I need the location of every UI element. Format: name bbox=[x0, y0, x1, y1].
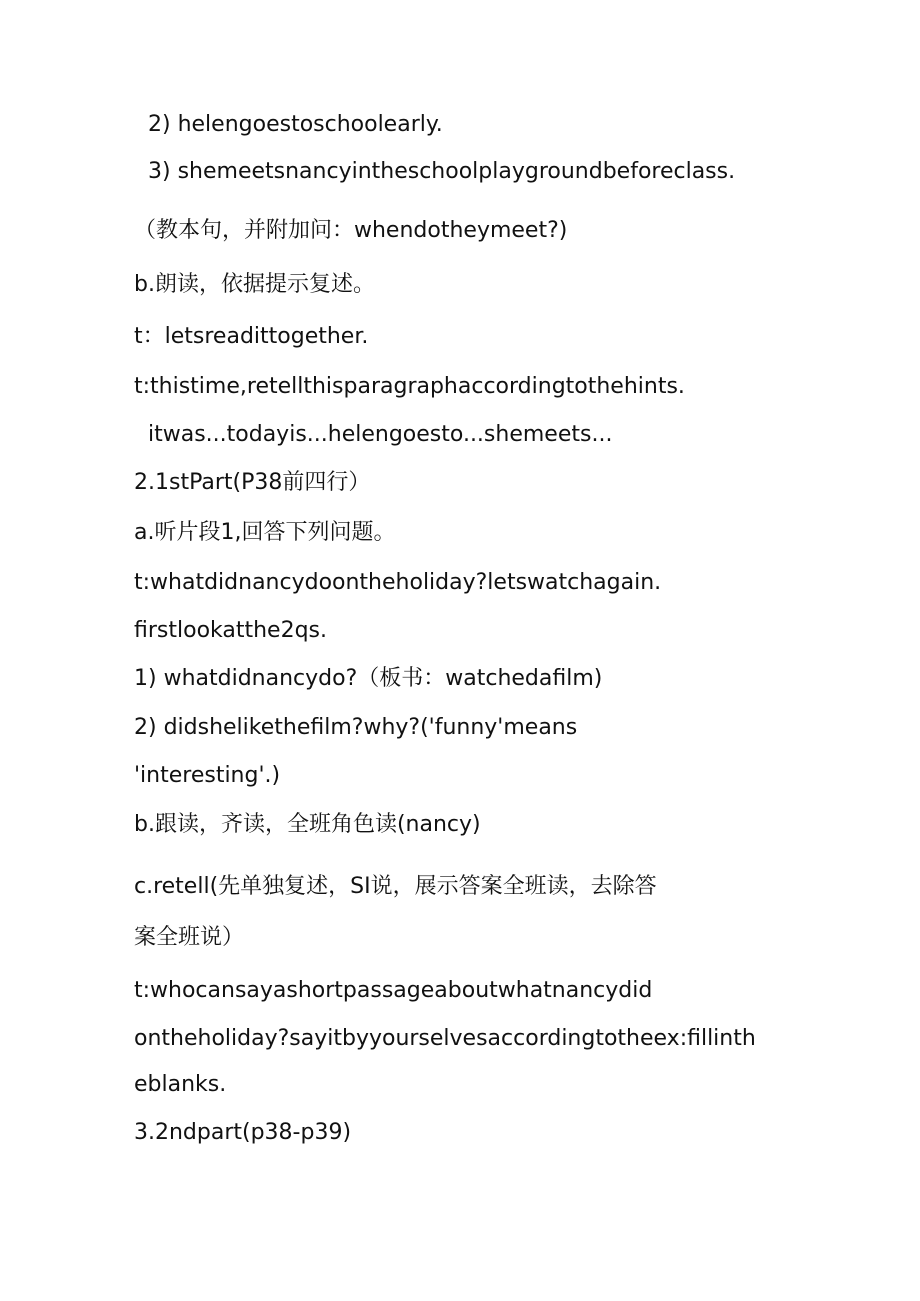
text-line: t:thistime,retellthisparagraphaccordingtothehints. bbox=[134, 374, 685, 399]
text-line: ontheholiday?sayitbyyourselvesaccordingtotheex:fillinth bbox=[134, 1026, 756, 1051]
text-line: 1) whatdidnancydo?（板书：watchedafilm) bbox=[134, 666, 603, 691]
text-line: t：letsreadittogether. bbox=[134, 324, 369, 349]
text-line: t:whocansayashortpassageaboutwhatnancydid bbox=[134, 978, 653, 1003]
text-line: 2) didshelikethefilm?why?('funny'means bbox=[134, 715, 578, 740]
text-line: itwas...todayis...helengoesto...shemeets... bbox=[148, 422, 613, 447]
text-line: eblanks. bbox=[134, 1072, 227, 1097]
text-line: a.听片段1,回答下列问题。 bbox=[134, 520, 396, 545]
text-line: 2) helengoestoschoolearly. bbox=[148, 112, 443, 137]
text-line: 3.2ndpart(p38-p39) bbox=[134, 1120, 352, 1145]
text-line: firstlookatthe2qs. bbox=[134, 618, 328, 643]
text-line: 3) shemeetsnancyintheschoolplaygroundbeforeclass. bbox=[148, 159, 736, 184]
text-line: b.跟读，齐读，全班角色读(nancy) bbox=[134, 812, 481, 837]
text-line: c.retell(先单独复述，SI说，展示答案全班读，去除答 bbox=[134, 874, 657, 899]
text-line: t:whatdidnancydoontheholiday?letswatchagain. bbox=[134, 570, 662, 595]
text-line: 'interesting'.) bbox=[134, 763, 281, 788]
text-line: 2.1stPart(P38前四行） bbox=[134, 470, 371, 495]
text-line: （教本句，并附加问：whendotheymeet?) bbox=[134, 218, 568, 243]
text-line: 案全班说） bbox=[134, 925, 245, 950]
text-line: b.朗读，依据提示复述。 bbox=[134, 272, 375, 297]
